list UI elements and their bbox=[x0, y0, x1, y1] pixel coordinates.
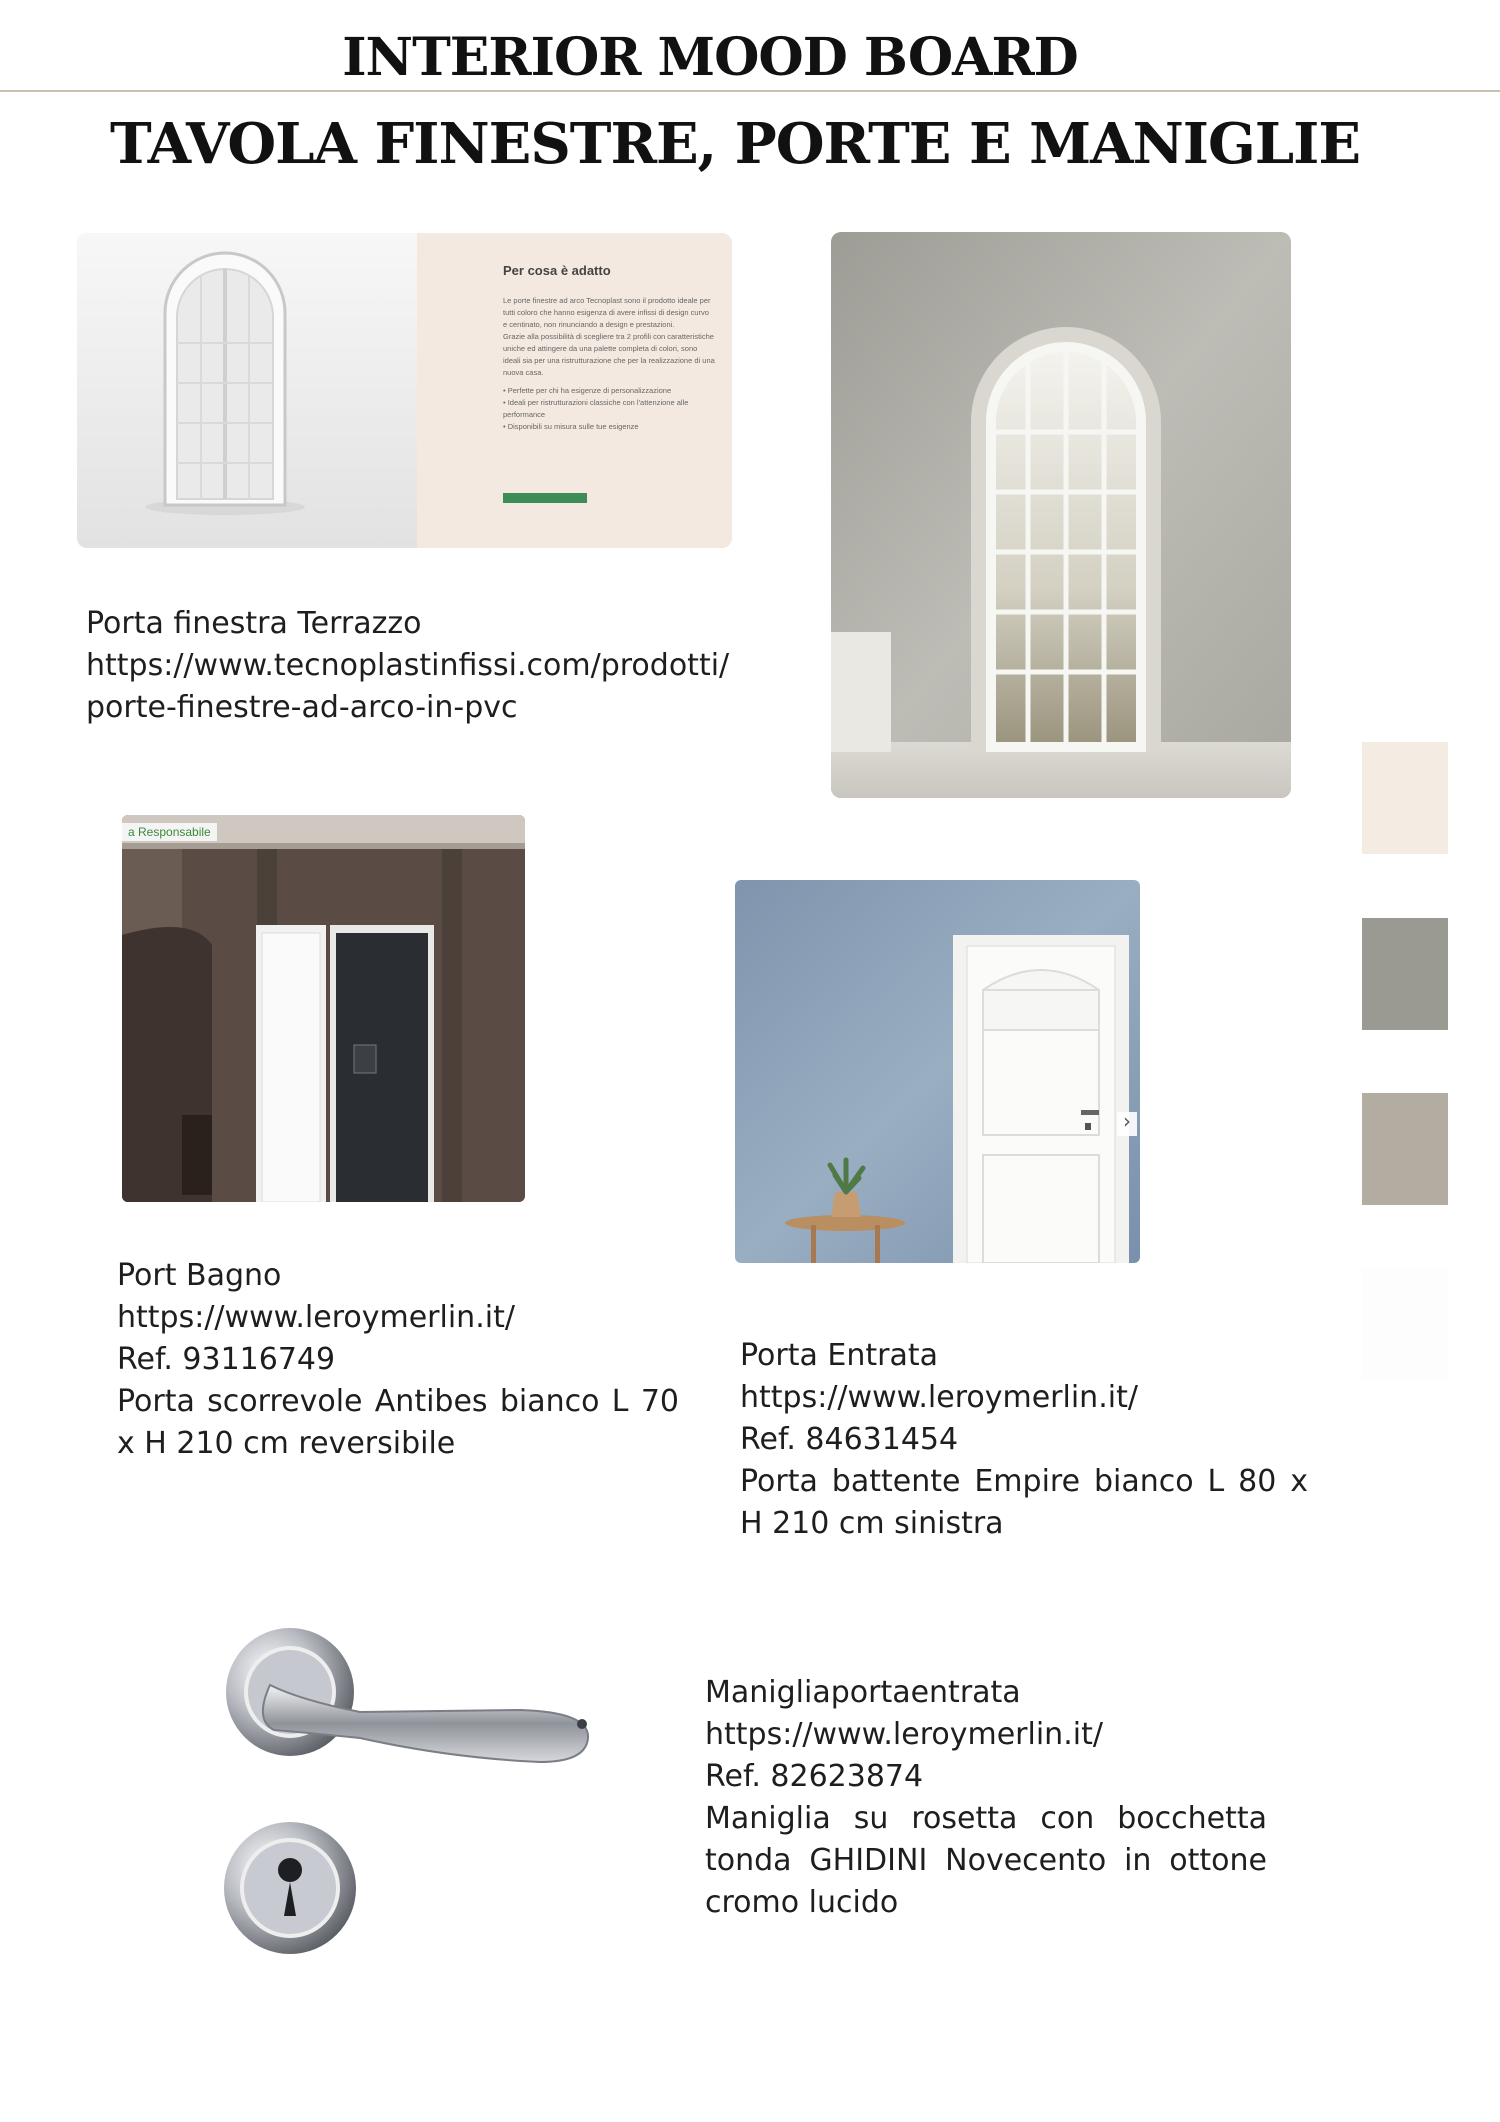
item-name: Porta finestra Terrazzo bbox=[86, 606, 422, 641]
panel-bullet: • Perfette per chi ha esigenze di personalizzazione bbox=[503, 386, 672, 395]
arched-window-image bbox=[831, 232, 1291, 798]
item-ref: Ref. 84631454 bbox=[740, 1422, 959, 1457]
panel-heading: Per cosa è adatto bbox=[503, 263, 611, 278]
door-handle-image bbox=[210, 1620, 610, 1960]
panel-body bbox=[503, 295, 715, 433]
board-title: INTERIOR MOOD BOARD bbox=[342, 27, 1078, 88]
panel-bullet: • Ideali per ristrutturazioni classiche con l'attenzione alle performance bbox=[503, 398, 689, 419]
item-ref: Ref. 82623874 bbox=[705, 1759, 924, 1794]
bathroom-door-photo bbox=[122, 815, 525, 1202]
item-url: https://www.leroymerlin.it/ bbox=[705, 1717, 1103, 1752]
panel-bullet: • Disponibili su misura sulle tue esigenze bbox=[503, 422, 639, 431]
arched-window-photo bbox=[831, 232, 1291, 798]
item-url: porte-finestre-ad-arco-in-pvc bbox=[86, 690, 518, 725]
panel-para-1: Le porte finestre ad arco Tecnoplast sono il prodotto ideale per tutti coloro che hanno esigenza di avere infissi di design curvo e centinato, non rinunciando a design e prestazioni. bbox=[503, 296, 711, 329]
palette-swatch-white bbox=[1362, 1268, 1448, 1380]
handle-photo bbox=[210, 1620, 610, 1960]
palette-swatch-cream bbox=[1362, 742, 1448, 854]
item-url: https://www.leroymerlin.it/ bbox=[740, 1380, 1138, 1415]
terrazzo-product-screenshot bbox=[77, 233, 732, 548]
item-maniglia-text bbox=[705, 1672, 1267, 1924]
panel-green-button bbox=[503, 493, 587, 503]
entrance-door-photo bbox=[735, 880, 1140, 1263]
item-description: Maniglia su rosetta con bocchetta tonda GHIDINI Novecento in ottone cromo lucido bbox=[705, 1801, 1267, 1920]
product-info-panel bbox=[417, 233, 732, 548]
item-description: Porta scorrevole Antibes bianco L 70 x H 210 cm reversibile bbox=[117, 1384, 679, 1461]
palette-swatch-gray bbox=[1362, 918, 1448, 1030]
item-description: Porta battente Empire bianco L 80 x H 210 cm sinistra bbox=[740, 1464, 1308, 1541]
panel-para-2: Grazie alla possibilità di scegliere tra 2 profili con caratteristiche uniche ed attingere da una palette completa di colori, sono ideali sia per una ristrutturazione che per la realizzazione di una nuova casa. bbox=[503, 332, 715, 377]
item-name: Manigliaportaentrata bbox=[705, 1675, 1021, 1710]
item-bagno-text bbox=[117, 1255, 679, 1465]
item-name: Porta Entrata bbox=[740, 1338, 938, 1373]
sliding-door-image bbox=[122, 815, 525, 1202]
next-image-arrow-icon[interactable]: › bbox=[1123, 1109, 1131, 1133]
item-terrazzo-text bbox=[86, 603, 766, 729]
header-divider bbox=[0, 90, 1500, 92]
item-ref: Ref. 93116749 bbox=[117, 1342, 336, 1377]
arched-door-render bbox=[77, 233, 417, 548]
board-subtitle: TAVOLA FINESTRE, PORTE E MANIGLIE bbox=[109, 111, 1361, 177]
item-url: https://www.tecnoplastinfissi.com/prodotti/ bbox=[86, 648, 730, 683]
entrance-door-image bbox=[735, 880, 1140, 1263]
item-url: https://www.leroymerlin.it/ bbox=[117, 1300, 515, 1335]
palette-swatch-taupe bbox=[1362, 1093, 1448, 1205]
item-name: Port Bagno bbox=[117, 1258, 282, 1293]
item-entrata-text bbox=[740, 1335, 1308, 1545]
responsabile-tag: a Responsabile bbox=[122, 823, 217, 841]
